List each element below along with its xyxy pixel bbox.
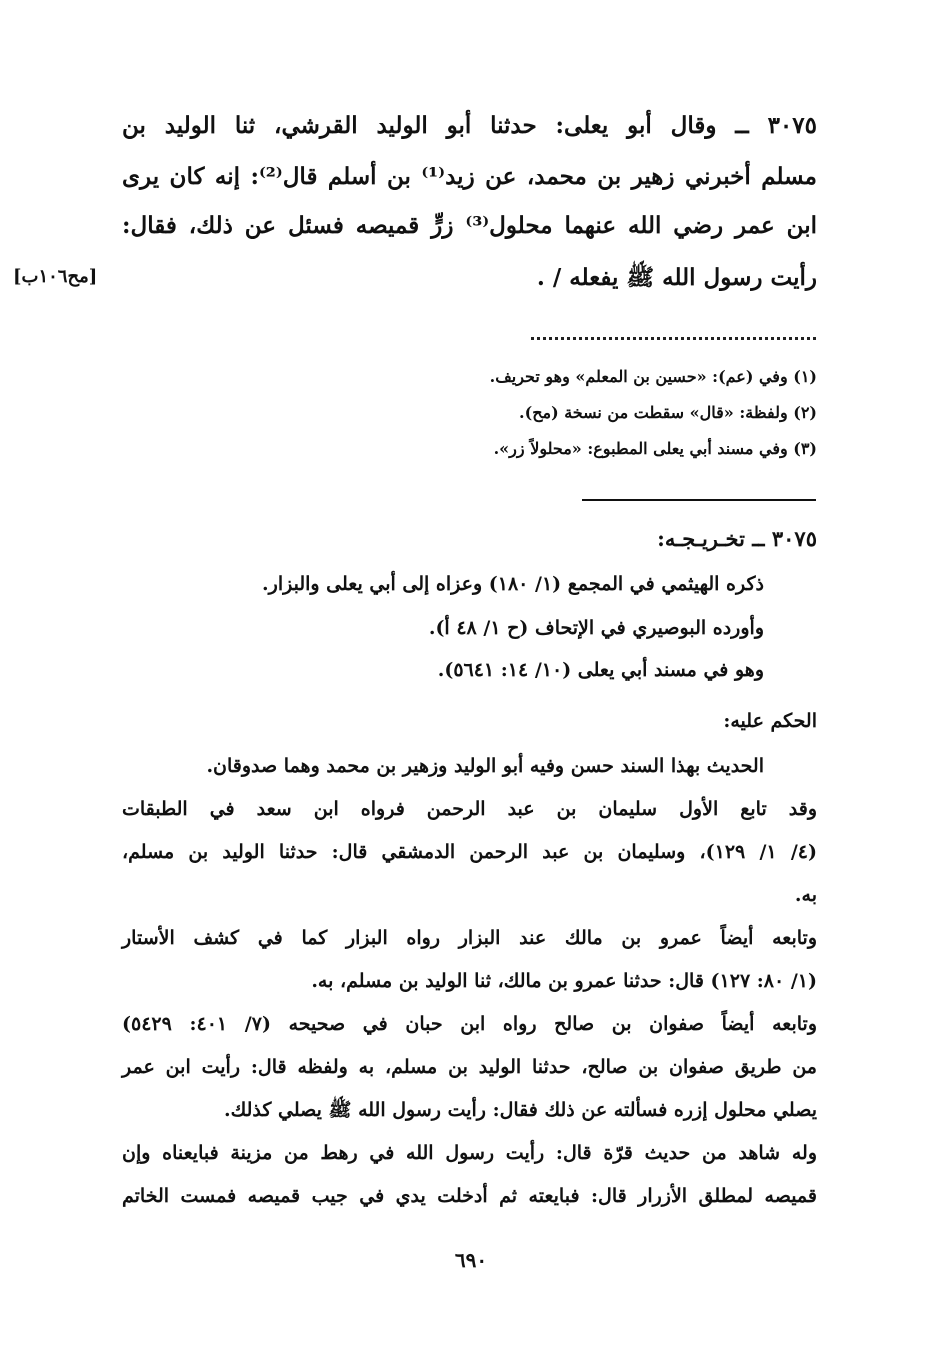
page-number: ٦٩٠	[454, 1248, 488, 1272]
footnote-separator	[531, 337, 816, 340]
hukm-line: وقد تابع الأول سليمان بن عبد الرحمن فرواه ابن سعد في الطبقات	[122, 798, 817, 820]
hukm-line: قميصه لمطلق الأزرار قال: فبايعته ثم أدخلت يدي في جيب قميصه فمست الخاتم	[122, 1185, 817, 1207]
takhrij-line: ذكره الهيثمي في المجمع (١/ ١٨٠) وعزاه إلى أبي يعلى والبزار.	[262, 573, 764, 595]
main-text-line: رأيت رسول الله ﷺ يفعله / .	[536, 264, 817, 291]
takhrij-line: وأورده البوصيري في الإتحاف (ح ١/ ٤٨ أ).	[428, 617, 764, 639]
hukm-line: من طريق صفوان بن صالح، حدثنا الوليد بن مسلم، به ولفظه قال: رأيت ابن عمر	[122, 1056, 817, 1078]
takhrij-line: وهو في مسند أبي يعلى (١٠/ ١٤: ٥٦٤١).	[437, 659, 764, 681]
footnote: (١) وفي (عم): «حسين بن المعلم» وهو تحريف.	[489, 367, 817, 386]
hukm-line: الحديث بهذا السند حسن وفيه أبو الوليد وزهير بن محمد وهما صدوقان.	[206, 755, 764, 777]
main-text-line: مسلم أخبرني زهير بن محمد، عن زيد⁽¹⁾ بن أسلم قال⁽²⁾: إنه كان يرى	[122, 163, 817, 190]
hukm-line: وتابعه أيضاً عمرو بن مالك عند البزار رواه البزار كما في كشف الأستار	[122, 927, 817, 949]
hukm-line: (١/ ٨٠: ١٢٧) قال: حدثنا عمرو بن مالك، ثنا الوليد بن مسلم، به.	[311, 970, 817, 992]
hukm-line: به.	[794, 884, 817, 906]
main-text-line: ٣٠٧٥ ــ وقال أبو يعلى: حدثنا أبو الوليد القرشي، ثنا الوليد بن	[122, 112, 817, 139]
footnote: (٣) وفي مسند أبي يعلى المطبوع: «محلولاً زر».	[493, 439, 817, 458]
hukm-line: يصلي محلول إزره فسألته عن ذلك فقال: رأيت رسول الله ﷺ يصلي كذلك.	[223, 1099, 817, 1121]
hukm-line: (٤/ ١/ ١٢٩)، وسليمان بن عبد الرحمن الدمشقي قال: حدثنا الوليد بن مسلم،	[122, 841, 817, 863]
hukm-heading: الحكم عليه:	[723, 710, 817, 732]
manuscript-margin-note: [مح١٠٦ب]	[13, 266, 98, 287]
takhrij-heading: ٣٠٧٥ ــ تخـريـجـه:	[657, 526, 817, 551]
hukm-line: وتابعه أيضاً صفوان بن صالح رواه ابن حبان في صحيحه (٧/ ٤٠١: ٥٤٢٩)	[122, 1013, 817, 1035]
main-text-line: ابن عمر رضي الله عنهما محلول⁽³⁾ زرٍّ قميصه فسئل عن ذلك، فقال:	[122, 212, 817, 239]
footnote: (٢) ولفظة: «قال» سقطت من نسخة (مح).	[519, 403, 817, 422]
hukm-line: وله شاهد من حديث قرّة قال: رأيت رسول الله في رهط من مزينة فبايعناه وإن	[122, 1142, 817, 1164]
section-divider	[582, 499, 816, 501]
